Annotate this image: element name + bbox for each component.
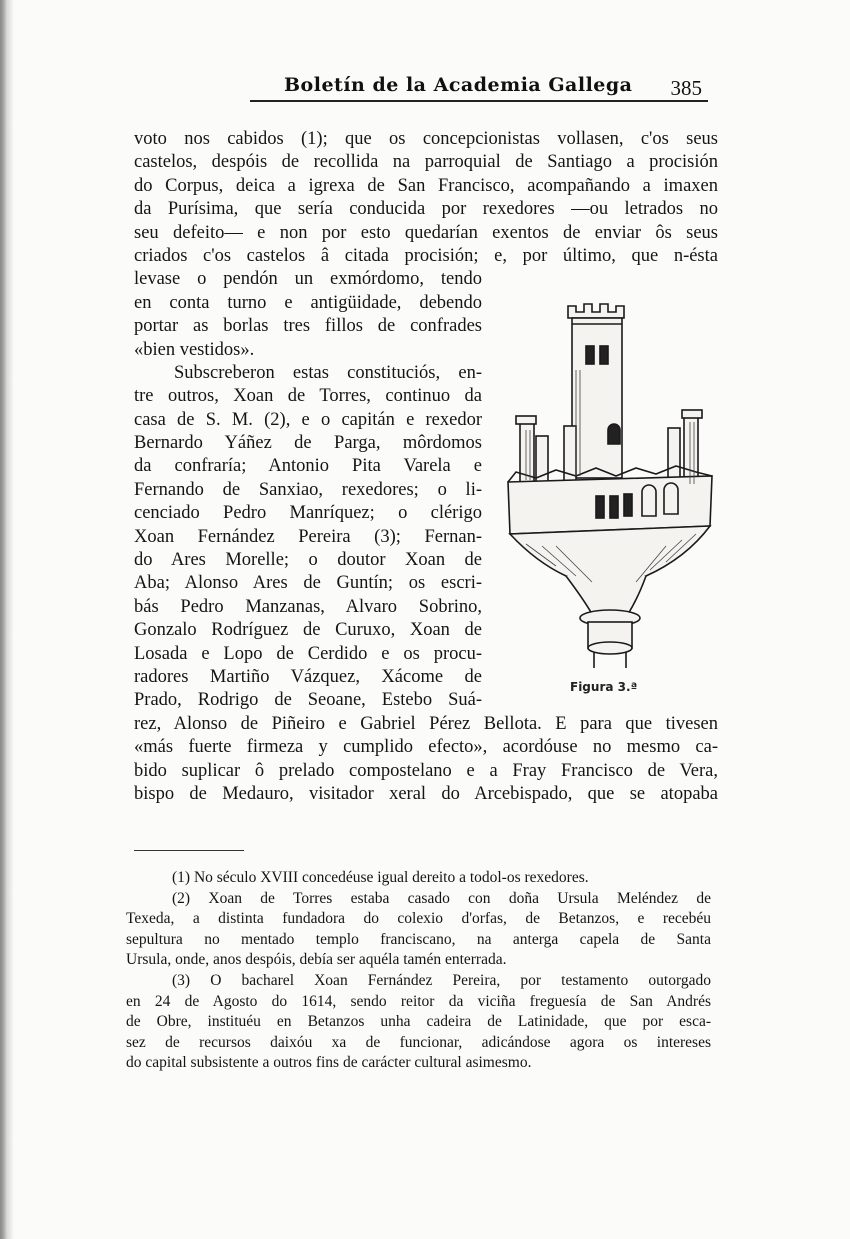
page-binding-edge: [0, 0, 14, 1239]
text-line: do Corpus, deica a igrexa de San Francisco, acompañando a imaxen: [134, 175, 718, 196]
footnote-line: Ursula, onde, anos despóis, debía ser aquéla tamén enterrada.: [126, 951, 507, 969]
text-line: Xoan Fernández Pereira (3); Fernan-: [134, 526, 482, 547]
text-line: cenciado Pedro Manríquez; o clérigo: [134, 503, 482, 524]
footnote-line: sepultura no mentado templo franciscano, na anterga capela de Santa: [126, 930, 711, 948]
tower-illustration: [496, 300, 724, 670]
footnote-line: (3) O bacharel Xoan Fernández Pereira, por testamento outorgado: [172, 971, 711, 989]
text-line: voto nos cabidos (1); que os concepcionistas vollasen, c'os seus: [134, 129, 718, 149]
text-line: radores Martiño Vázquez, Xácome de: [134, 666, 482, 687]
text-line: «bien vestidos».: [134, 339, 255, 360]
text-line: levase o pendón un exmórdomo, tendo: [134, 269, 482, 290]
text-line: Fernando de Sanxiao, rexedores; o li-: [134, 479, 482, 500]
text-line: criados c'os castelos â citada procisión; e, por último, que n-ésta: [134, 245, 718, 266]
footnote-line: de Obre, instituéu en Betanzos unha cadeira de Latinidade, que por esca-: [126, 1013, 711, 1031]
text-line: rez, Alonso de Piñeiro e Gabriel Pérez Bellota. E para que tivesen: [134, 713, 718, 734]
text-line: Subscreberon estas constituciós, en-: [174, 362, 482, 383]
text-line: Aba; Alonso Ares de Guntín; os escri-: [134, 573, 482, 594]
text-line: da confraría; Antonio Pita Varela e: [134, 456, 482, 477]
text-line: bispo de Medauro, visitador xeral do Arcebispado, que se atopaba: [134, 783, 718, 804]
footnote-rule: [134, 850, 244, 851]
text-line: portar as borlas tres fillos de confrades: [134, 316, 482, 337]
page-number: 385: [670, 76, 702, 100]
text-line: Prado, Rodrigo de Seoane, Estebo Suá-: [134, 690, 482, 711]
text-line: bás Pedro Manzanas, Alvaro Sobrino,: [134, 596, 482, 617]
text-line: tre outros, Xoan de Torres, continuo da: [134, 386, 482, 407]
header-rule: [250, 100, 708, 102]
footnote-line: (1) No século XVIII concedéuse igual dereito a todol-os rexedores.: [172, 869, 589, 886]
text-line: «más fuerte firmeza y cumplido efecto», acordóuse no mesmo ca-: [134, 737, 718, 758]
footnote-line: sez de recursos daixóu xa de funcionar, adicándose agora os intereses: [126, 1033, 711, 1051]
text-line: do Ares Morelle; o doutor Xoan de: [134, 550, 482, 571]
footnotes: [126, 868, 711, 1074]
text-line: Losada e Lopo de Cerdido e os procu-: [134, 643, 482, 664]
footnote-line: (2) Xoan de Torres estaba casado con doña Ursula Meléndez de: [172, 889, 711, 907]
footnote-line: do capital subsistente a outros fins de carácter cultural asimesmo.: [126, 1054, 532, 1072]
text-line: Gonzalo Rodríguez de Curuxo, Xoan de: [134, 620, 482, 641]
footnote-line: en 24 de Agosto do 1614, sendo reitor da viciña freguesía de San Andrés: [126, 992, 711, 1010]
running-title: Boletín de la Academia Gallega: [284, 74, 633, 96]
text-line: Bernardo Yáñez de Parga, môrdomos: [134, 433, 482, 454]
figure-3: [496, 300, 724, 700]
figure-caption: Figura 3.ª: [570, 680, 638, 694]
footnote-line: Texeda, a distinta fundadora do colexio d'orfas, de Betanzos, e recebéu: [126, 910, 711, 928]
text-line: casa de S. M. (2), e o capitán e rexedor: [134, 409, 482, 430]
text-line: seu defeito— e non por esto quedarían exentos de enviar ôs seus: [134, 222, 718, 243]
text-line: en conta turno e antigüidade, debendo: [134, 292, 482, 313]
text-line: castelos, despóis de recollida na parroquial de Santiago a procisión: [134, 152, 718, 173]
text-line: bido suplicar ô prelado compostelano e a Fray Francisco de Vera,: [134, 760, 718, 781]
page-header: [250, 72, 710, 102]
text-line: da Purísima, que sería conducida por rexedores —ou letrados no: [134, 199, 718, 220]
